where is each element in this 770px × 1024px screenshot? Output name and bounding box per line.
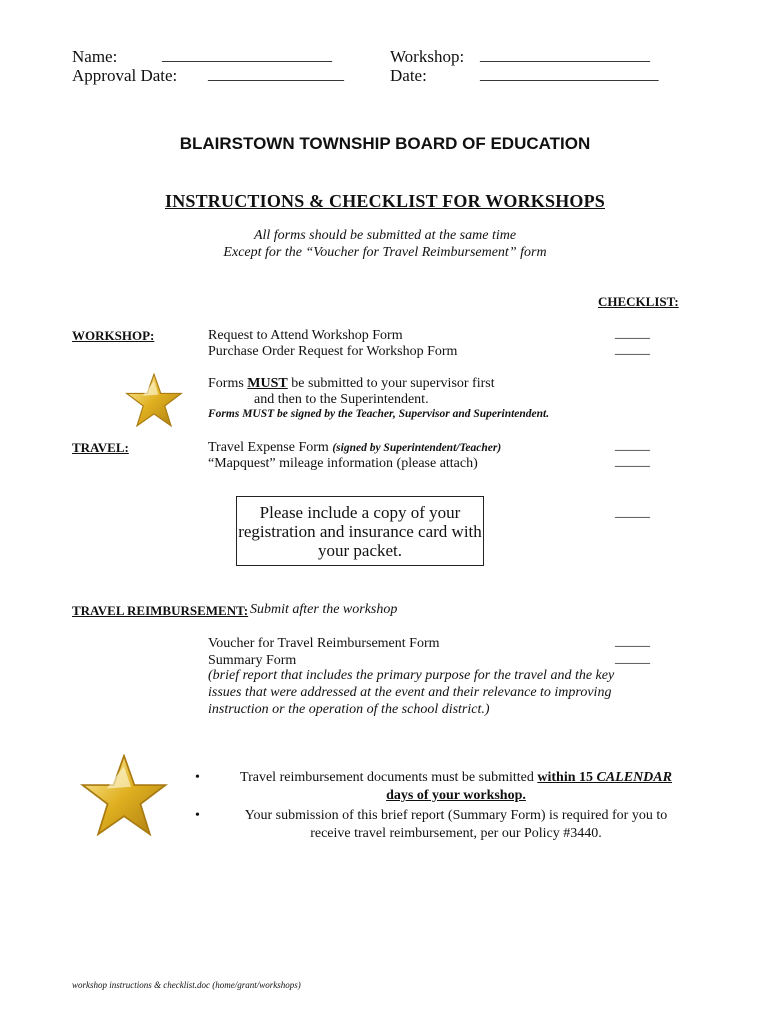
workshop-blank[interactable]: ____________________ (480, 45, 650, 64)
signed-note: Forms MUST be signed by the Teacher, Supervisor and Superintendent. (208, 408, 550, 420)
date-label: Date: (390, 66, 427, 85)
bullet-summary-required: • Your submission of this brief report (Summary Form) is required for you to receive travel reimbursement, per our Policy #3440. (195, 808, 668, 841)
summary-description-3: instruction or the operation of the school district.) (208, 702, 490, 717)
reminder-bullets (195, 769, 695, 845)
checkbox-registration[interactable]: _____ (615, 505, 650, 520)
intro-line-2: Except for the “Voucher for Travel Reimbursement” form (223, 245, 547, 260)
checkbox-summary-form[interactable]: _____ (615, 651, 650, 666)
purchase-order-item: Purchase Order Request for Workshop Form (208, 344, 458, 359)
intro-line-1: All forms should be submitted at the same time (253, 228, 517, 243)
supervisor-note-line-2: and then to the Superintendent. (254, 392, 429, 407)
checkbox-request-to-attend[interactable]: _____ (615, 326, 650, 341)
large-star-icon (80, 754, 168, 836)
name-blank[interactable]: ____________________ (162, 45, 332, 64)
summary-form-item: Summary Form (208, 653, 297, 668)
reimbursement-section-label: TRAVEL REIMBURSEMENT: (72, 603, 249, 618)
bullet-deadline: • Travel reimbursement documents must be submitted within 15 CALENDAR days of your workshop. (195, 770, 672, 803)
checkbox-mapquest[interactable]: _____ (615, 454, 650, 469)
page-title: BLAIRSTOWN TOWNSHIP BOARD OF EDUCATION (179, 134, 591, 153)
supervisor-note: Forms MUST be submitted to your supervisor first (208, 376, 495, 391)
mapquest-item: “Mapquest” mileage information (please attach) (208, 456, 478, 471)
request-to-attend-item: Request to Attend Workshop Form (208, 328, 403, 343)
travel-section-label: TRAVEL: (72, 440, 129, 455)
star-icon (125, 373, 183, 427)
reimbursement-note: Submit after the workshop (250, 602, 398, 617)
workshop-section-label: WORKSHOP: (72, 328, 155, 343)
approval-date-label: Approval Date: (72, 66, 178, 85)
registration-reminder-box: Please include a copy of your registration and insurance card with your packet. (236, 496, 484, 566)
summary-description-2: issues that were addressed at the event and their relevance to improving (208, 685, 612, 700)
travel-expense-item: Travel Expense Form (signed by Superintendent/Teacher) (208, 440, 502, 455)
checkbox-purchase-order[interactable]: _____ (615, 342, 650, 357)
workshop-label: Workshop: (390, 47, 465, 66)
checkbox-travel-expense[interactable]: _____ (615, 438, 650, 453)
checkbox-voucher[interactable]: _____ (615, 634, 650, 649)
voucher-item: Voucher for Travel Reimbursement Form (208, 636, 440, 651)
approval-date-blank[interactable]: ________________ (208, 64, 344, 83)
name-label: Name: (72, 47, 118, 66)
footer-filename: workshop instructions & checklist.doc (home/grant/workshops) (72, 980, 301, 990)
page-subtitle: INSTRUCTIONS & CHECKLIST FOR WORKSHOPS (164, 191, 606, 211)
summary-description-1: (brief report that includes the primary purpose for the travel and the key (208, 668, 615, 683)
checklist-heading: CHECKLIST: (598, 294, 679, 309)
date-blank[interactable]: _____________________ (480, 64, 659, 83)
